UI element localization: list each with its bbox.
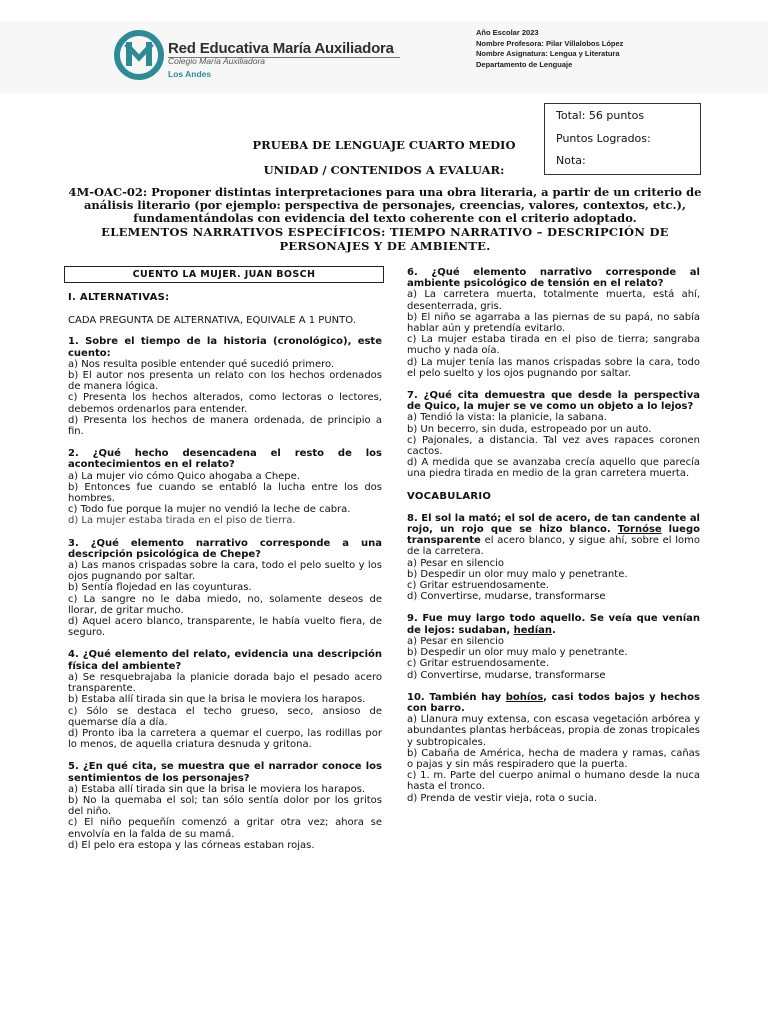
option-d: d) A medida que se avanzaba crecía aquello que parecía una piedra tirada en medio de la gran carretera muerta. bbox=[407, 457, 700, 480]
question-6 bbox=[407, 267, 700, 379]
left-column bbox=[68, 292, 382, 851]
meta-teacher: Nombre Profesora: Pilar Villalobos López bbox=[476, 38, 624, 48]
question-stem bbox=[407, 513, 700, 558]
header-meta bbox=[476, 28, 623, 70]
option-a: a) Se resquebrajaba la planicie dorada bajo el pesado acero transparente. bbox=[68, 671, 382, 695]
option-d: d) Presenta los hechos de manera ordenada, de principio a fin. bbox=[68, 414, 382, 438]
option-a: a) Pesar en silencio bbox=[407, 635, 504, 647]
question-stem bbox=[407, 692, 700, 714]
question-stem bbox=[407, 613, 700, 635]
org-name: Red Educativa María Auxiliadora bbox=[168, 40, 394, 57]
option-d: d) La mujer tenía las manos crispadas sobre la cara, todo el pelo suelto y los ojos pugnando por saltar. bbox=[407, 356, 700, 379]
score-nota: Nota: bbox=[556, 154, 586, 167]
option-c: c) Gritar estruendosamente. bbox=[407, 580, 550, 592]
option-c: c) Presenta los hechos alterados, como lectoras o lectores, debemos ordenarlos para entender. bbox=[68, 392, 382, 415]
question-5 bbox=[68, 761, 382, 851]
question-stem: 5. ¿En qué cita, se muestra que el narrador conoce los sentimientos de los personajes? bbox=[68, 761, 382, 784]
stem-part: 10. También hay bbox=[407, 691, 502, 703]
option-b: b) El niño se agarraba a las piernas de su papá, no sabía hablar aún y pretendía evitarlo. bbox=[407, 311, 700, 335]
option-b: b) No la quemaba el sol; tan sólo sentía dolor por los gritos del niño. bbox=[68, 794, 382, 818]
stem-part: el acero blanco, y sigue ahí, sobre el lomo de la carretera. bbox=[407, 535, 700, 558]
question-7 bbox=[407, 390, 700, 480]
option-b: b) Cabaña de América, hecha de madera y ramas, cañas o pajas y sin más respiradero que la puerta. bbox=[407, 747, 700, 770]
option-c: c) La sangre no le daba miedo, no, solamente deseos de llorar, de gritar mucho. bbox=[68, 593, 382, 616]
meta-year: Año Escolar 2023 bbox=[476, 28, 539, 37]
score-logrados: Puntos Logrados: bbox=[556, 132, 651, 145]
question-1 bbox=[68, 336, 382, 437]
question-3 bbox=[68, 538, 382, 639]
org-campus: Los Andes bbox=[168, 69, 212, 79]
vocab-word: Tornóse bbox=[617, 524, 662, 536]
option-a: a) Pesar en silencio bbox=[407, 557, 504, 569]
option-a: a) La mujer vio cómo Quico ahogaba a Chepe. bbox=[68, 470, 300, 482]
oac-objective: 4M-OAC-02: Proponer distintas interpretaciones para una obra literaria, a partir de un criterio de análisis literario (por ejemplo: perspectiva de personajes, creencias, valores, contextos, etc.), fundamentándolas con evidencia del texto coherente con el criterio adoptado. bbox=[68, 185, 702, 225]
option-d: d) La mujer estaba tirada en el piso de tierra. bbox=[68, 515, 296, 527]
question-stem: 7. ¿Qué cita demuestra que desde la perspectiva de Quico, la mujer se ve como un objeto a lo lejos? bbox=[407, 390, 700, 413]
question-stem: 4. ¿Qué elemento del relato, evidencia una descripción física del ambiente? bbox=[68, 649, 382, 672]
stem-part: 8. El sol la mató; el sol de acero, de tan candente al rojo, un rojo que se hizo blanco. bbox=[407, 512, 700, 536]
option-d: d) El pelo era estopa y las córneas estaban rojas. bbox=[68, 839, 315, 851]
score-total: Total: 56 puntos bbox=[556, 109, 645, 122]
question-2 bbox=[68, 448, 382, 526]
option-c: c) Gritar estruendosamente. bbox=[407, 658, 550, 670]
vocab-word: hedían bbox=[513, 624, 553, 636]
meta-subject: Nombre Asignatura: Lengua y Literatura bbox=[476, 49, 620, 58]
question-8 bbox=[407, 513, 700, 603]
question-stem: 2. ¿Qué hecho desencadena el resto de los acontecimientos en el relato? bbox=[68, 448, 382, 471]
option-a: a) Tendió la vista: la planicie, la sabana. bbox=[407, 412, 607, 424]
option-b: b) Despedir un olor muy malo y penetrante. bbox=[407, 647, 628, 659]
option-c: c) Sólo se destaca el techo grueso, seco, ansioso de quemarse día a día. bbox=[68, 705, 382, 728]
stem-end: . bbox=[552, 624, 556, 636]
option-a: a) Estaba allí tirada sin que la brisa le moviera los harapos. bbox=[68, 783, 366, 795]
option-d: d) Convertirse, mudarse, transformarse bbox=[407, 591, 606, 603]
option-a: a) La carretera muerta, totalmente muerta, está ahí, desenterrada, gris. bbox=[407, 289, 700, 312]
option-c: c) Todo fue porque la mujer no vendió la leche de cabra. bbox=[68, 504, 351, 516]
option-b: b) Despedir un olor muy malo y penetrante. bbox=[407, 568, 628, 580]
option-c: c) El niño pequeñín comenzó a gritar otra vez; ahora se envolvía en la falda de su mamá. bbox=[68, 817, 382, 840]
option-d: d) Pronto iba la carretera a quemar el cuerpo, las rodillas por lo menos, de aquella criatura desnuda y gritona. bbox=[68, 727, 382, 751]
section-title: I. ALTERNATIVAS: bbox=[68, 292, 170, 303]
option-c: c) La mujer estaba tirada en el piso de tierra; sangraba mucho y nada oía. bbox=[407, 334, 700, 357]
meta-department: Departamento de Lenguaje bbox=[476, 59, 573, 69]
org-subtitle: Colegio María Auxiliadora bbox=[168, 56, 266, 66]
stem-part: , casi todos bajos y hechos con barro. bbox=[407, 691, 701, 714]
option-b: b) Entonces fue cuando se entabló la lucha entre los dos hombres. bbox=[68, 481, 382, 505]
option-c: c) Pajonales, a distancia. Tal vez aves rapaces coronen cactos. bbox=[407, 434, 700, 458]
option-d: d) Prenda de vestir vieja, rota o sucia. bbox=[407, 792, 598, 804]
option-a: a) Nos resulta posible entender qué sucedió primero. bbox=[68, 358, 335, 370]
option-c: c) 1. m. Parte del cuerpo animal o humano desde la nuca hasta el tronco. bbox=[407, 770, 700, 793]
option-a: a) Llanura muy extensa, con escasa vegetación arbórea y abundantes plantas herbáceas, propia de zonas tropicales y subtropicales. bbox=[407, 714, 700, 748]
vocabulary-title: VOCABULARIO bbox=[407, 490, 492, 502]
option-b: b) Sentía flojedad en las coyunturas. bbox=[68, 582, 252, 594]
option-b: b) El autor nos presenta un relato con los hechos ordenados de manera lógica. bbox=[68, 370, 382, 393]
question-9 bbox=[407, 613, 700, 680]
option-d: d) Aquel acero blanco, transparente, le había vuelto fiera, de seguro. bbox=[68, 616, 382, 639]
school-logo-icon bbox=[113, 26, 165, 82]
question-stem: 1. Sobre el tiempo de la historia (cronológico), este cuento: bbox=[68, 336, 382, 359]
unit-title: UNIDAD / CONTENIDOS A EVALUAR: bbox=[263, 163, 505, 177]
option-b: b) Estaba allí tirada sin que la brisa le moviera los harapos. bbox=[68, 694, 366, 706]
vocab-word: bohíos bbox=[505, 691, 544, 703]
stem-part: 9. Fue muy largo todo aquello. Se veía que venían de lejos: sudaban, bbox=[407, 613, 700, 636]
story-title: CUENTO LA MUJER. JUAN BOSCH bbox=[64, 266, 384, 283]
question-stem: 3. ¿Qué elemento narrativo corresponde a una descripción psicológica de Chepe? bbox=[68, 537, 382, 560]
instructions: CADA PREGUNTA DE ALTERNATIVA, EQUIVALE A 1 PUNTO. bbox=[68, 315, 356, 327]
question-stem: 6. ¿Qué elemento narrativo corresponde al ambiente psicológico de tensión en el relato? bbox=[407, 267, 700, 290]
stem-part: luego transparente bbox=[407, 524, 700, 547]
question-4 bbox=[68, 649, 382, 750]
question-10 bbox=[407, 692, 700, 804]
option-a: a) Las manos crispadas sobre la cara, todo el pelo suelto y los ojos pugnando por saltar. bbox=[68, 560, 382, 583]
right-column bbox=[407, 267, 700, 804]
option-b: b) Un becerro, sin duda, estropeado por un auto. bbox=[407, 423, 652, 435]
option-d: d) Convertirse, mudarse, transformarse bbox=[407, 669, 606, 681]
page-title: PRUEBA DE LENGUAJE CUARTO MEDIO bbox=[252, 138, 516, 152]
elements-heading: ELEMENTOS NARRATIVOS ESPECÍFICOS: TIEMPO NARRATIVO – DESCRIPCIÓN DE PERSONAJES Y DE AMBIENTE. bbox=[101, 225, 669, 253]
